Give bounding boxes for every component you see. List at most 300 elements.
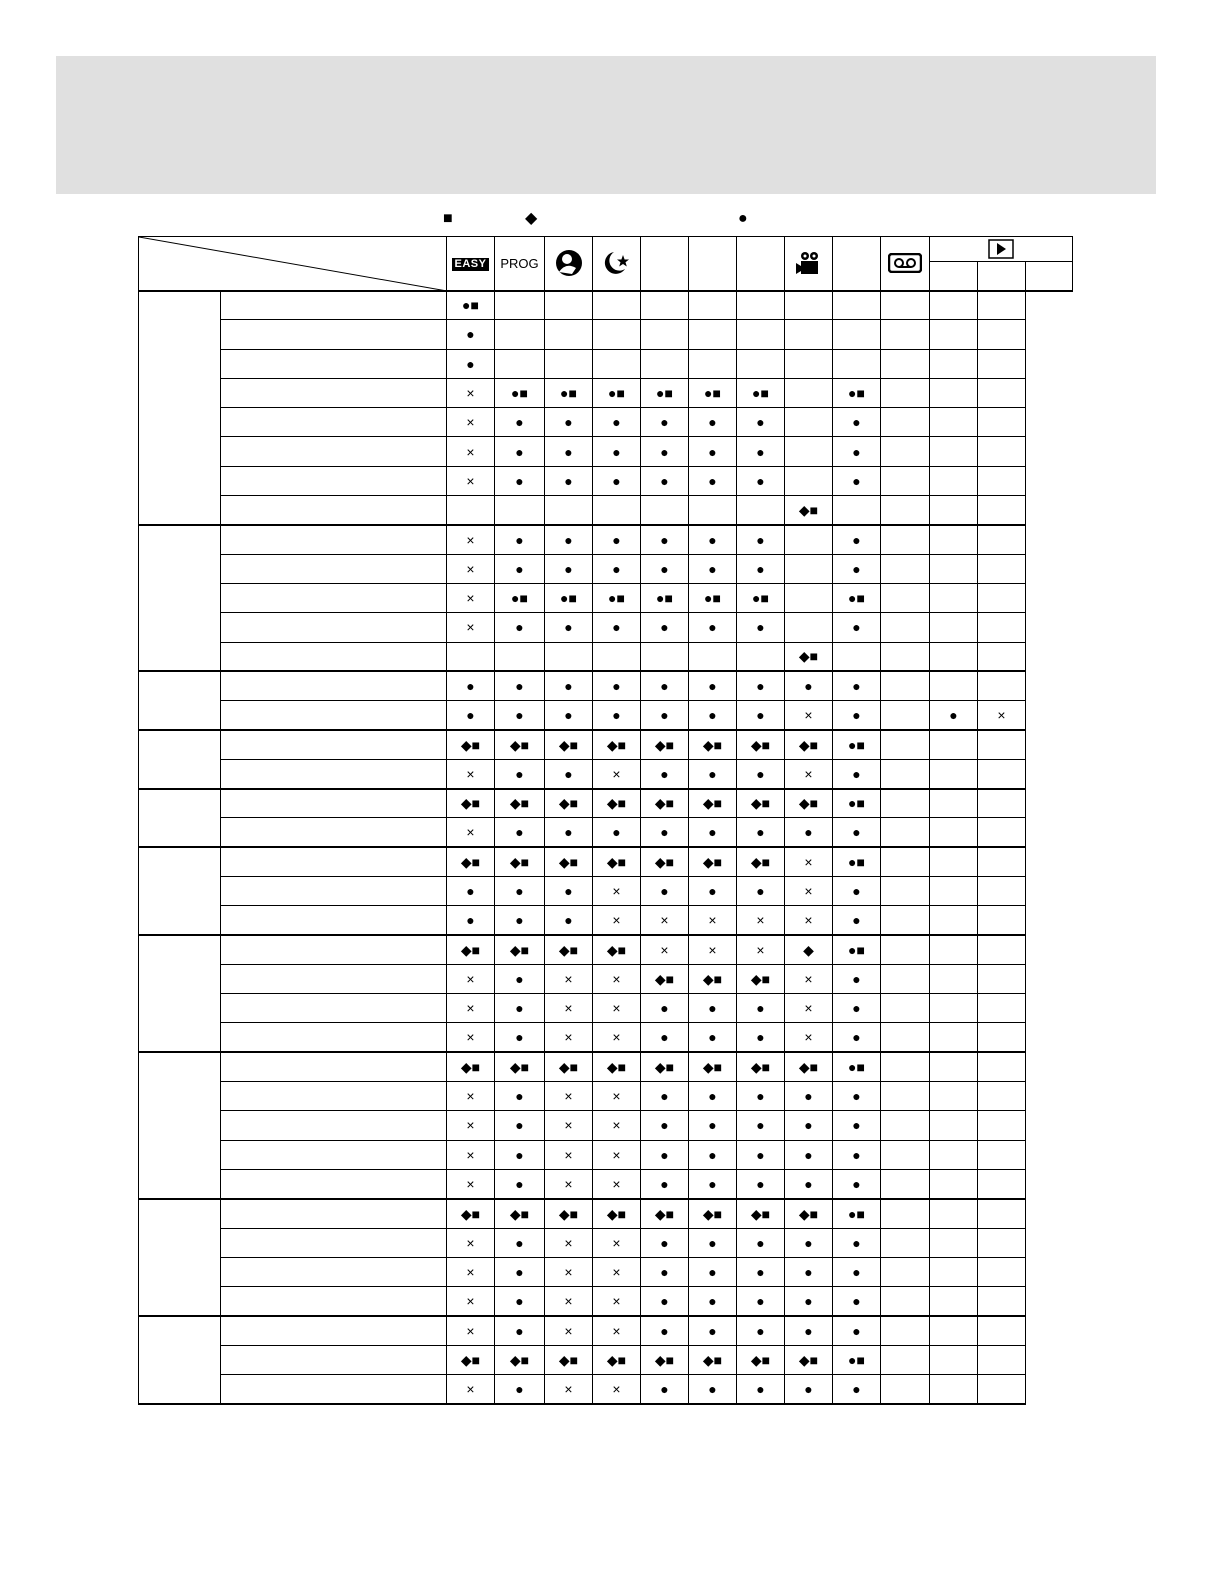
mark-cell xyxy=(930,1374,978,1403)
mark-cell xyxy=(881,1023,930,1052)
mark-cell: × xyxy=(593,1257,641,1286)
mark-cell xyxy=(881,671,930,700)
mark-cell xyxy=(593,496,641,525)
mark-cell: ● xyxy=(833,876,881,905)
mark-cell: × xyxy=(545,1228,593,1257)
mark-cell: × xyxy=(785,759,833,788)
mark-cell xyxy=(930,1140,978,1169)
mark-cell: × xyxy=(447,994,495,1023)
mark-cell: ● xyxy=(737,1023,785,1052)
mark-cell: ● xyxy=(495,1023,545,1052)
mark-cell: × xyxy=(545,1316,593,1345)
mark-cell: ◆■ xyxy=(641,847,689,876)
mark-cell: ● xyxy=(495,759,545,788)
mark-cell xyxy=(785,408,833,437)
mark-cell xyxy=(881,1052,930,1081)
mark-cell xyxy=(689,642,737,671)
mark-cell xyxy=(737,642,785,671)
mark-cell: ● xyxy=(641,1111,689,1140)
mark-cell xyxy=(495,642,545,671)
mark-cell xyxy=(881,1169,930,1198)
group-label-cell xyxy=(139,525,221,671)
table-row xyxy=(139,964,1073,993)
mark-cell: ● xyxy=(593,408,641,437)
function-label-cell xyxy=(221,525,447,554)
table-row xyxy=(139,320,1073,349)
function-label-cell xyxy=(221,642,447,671)
mark-cell: × xyxy=(447,466,495,495)
mark-cell xyxy=(930,642,978,671)
mark-cell xyxy=(978,525,1026,554)
mark-cell: × xyxy=(447,525,495,554)
mark-cell: × xyxy=(545,1169,593,1198)
mark-cell: ◆■ xyxy=(593,730,641,759)
mark-cell: × xyxy=(545,1111,593,1140)
mark-cell xyxy=(593,642,641,671)
mark-cell: ● xyxy=(833,671,881,700)
mark-cell: ● xyxy=(641,1228,689,1257)
mark-cell xyxy=(930,525,978,554)
mark-cell: ◆■ xyxy=(593,1199,641,1228)
mark-cell: ● xyxy=(833,818,881,847)
mark-cell xyxy=(545,642,593,671)
group-label-cell xyxy=(139,847,221,935)
mark-cell: × xyxy=(641,906,689,935)
mark-cell xyxy=(641,642,689,671)
mark-cell xyxy=(930,1052,978,1081)
table-row xyxy=(139,1082,1073,1111)
function-label-cell xyxy=(221,876,447,905)
mark-cell: ◆■ xyxy=(447,730,495,759)
mark-cell: ●■ xyxy=(593,378,641,407)
mark-cell xyxy=(833,320,881,349)
mark-cell: ● xyxy=(545,876,593,905)
mark-cell: ●■ xyxy=(833,1052,881,1081)
mark-cell: ● xyxy=(641,1082,689,1111)
mark-cell xyxy=(978,994,1026,1023)
mark-cell: ● xyxy=(495,1228,545,1257)
group-label-cell xyxy=(139,789,221,848)
corner-header-cell xyxy=(139,237,447,291)
mark-cell: ● xyxy=(545,554,593,583)
mark-cell: ●■ xyxy=(833,583,881,612)
function-label-cell xyxy=(221,437,447,466)
mark-cell: ● xyxy=(495,1082,545,1111)
col-header-9 xyxy=(833,237,881,291)
mark-cell: ◆■ xyxy=(545,1199,593,1228)
mark-cell xyxy=(930,408,978,437)
mark-cell: ● xyxy=(545,701,593,730)
mark-cell: ● xyxy=(689,525,737,554)
mark-cell xyxy=(833,642,881,671)
mark-cell xyxy=(881,1082,930,1111)
table-row xyxy=(139,613,1073,642)
mark-cell: ● xyxy=(833,437,881,466)
function-label-cell xyxy=(221,964,447,993)
col-header-easy xyxy=(447,237,495,291)
mark-cell xyxy=(930,1228,978,1257)
mark-cell: × xyxy=(545,1140,593,1169)
mark-cell: ● xyxy=(641,818,689,847)
mark-cell: ● xyxy=(737,1257,785,1286)
mark-cell xyxy=(978,349,1026,378)
function-label-cell xyxy=(221,701,447,730)
table-row xyxy=(139,1199,1073,1228)
table-row xyxy=(139,876,1073,905)
mark-cell xyxy=(881,1287,930,1316)
mark-cell xyxy=(930,1287,978,1316)
mark-cell: ● xyxy=(447,349,495,378)
mark-cell xyxy=(881,408,930,437)
mark-cell: ● xyxy=(495,994,545,1023)
mark-cell: ● xyxy=(833,1316,881,1345)
table-row xyxy=(139,1169,1073,1198)
mark-cell: ◆■ xyxy=(641,730,689,759)
mark-cell xyxy=(881,496,930,525)
mark-cell: ◆■ xyxy=(737,1345,785,1374)
col-header-7 xyxy=(737,237,785,291)
mark-cell: ● xyxy=(689,1169,737,1198)
mark-cell: ● xyxy=(737,554,785,583)
mark-cell: ● xyxy=(593,554,641,583)
mark-cell: ● xyxy=(641,1374,689,1403)
mark-cell: ◆■ xyxy=(641,1052,689,1081)
mark-cell: ● xyxy=(785,1082,833,1111)
mark-cell: ● xyxy=(737,701,785,730)
col-header-playback xyxy=(930,237,1073,262)
mark-cell xyxy=(930,759,978,788)
mark-cell: ● xyxy=(737,1316,785,1345)
col-header-voice xyxy=(881,237,930,291)
mark-cell xyxy=(881,378,930,407)
mark-cell xyxy=(978,1052,1026,1081)
mark-cell: ◆■ xyxy=(545,730,593,759)
mark-cell: ● xyxy=(495,408,545,437)
mark-cell: ● xyxy=(495,554,545,583)
group-label-cell xyxy=(139,730,221,789)
mark-cell xyxy=(881,1228,930,1257)
col-header-playback-1 xyxy=(930,262,978,291)
table-row xyxy=(139,525,1073,554)
mark-cell: ◆■ xyxy=(785,730,833,759)
table-row xyxy=(139,759,1073,788)
easy-icon: EASY xyxy=(452,258,490,271)
mark-cell xyxy=(881,994,930,1023)
table-row xyxy=(139,437,1073,466)
mark-cell xyxy=(930,1023,978,1052)
mark-cell: ● xyxy=(833,1287,881,1316)
mark-cell xyxy=(881,1199,930,1228)
mark-cell xyxy=(930,847,978,876)
mark-cell xyxy=(785,613,833,642)
mark-cell: ● xyxy=(641,759,689,788)
mark-cell: × xyxy=(447,554,495,583)
diagonal-divider xyxy=(139,237,447,291)
mark-cell: ◆■ xyxy=(737,847,785,876)
mark-cell xyxy=(930,818,978,847)
mark-cell xyxy=(689,320,737,349)
mark-cell xyxy=(930,671,978,700)
function-label-cell xyxy=(221,1199,447,1228)
mark-cell: × xyxy=(447,1023,495,1052)
mark-cell xyxy=(881,613,930,642)
mark-cell xyxy=(978,1199,1026,1228)
group-label-cell xyxy=(139,291,221,525)
mark-cell: × xyxy=(978,701,1026,730)
mark-cell: ◆■ xyxy=(737,1052,785,1081)
mark-cell: ● xyxy=(495,1169,545,1198)
mark-cell xyxy=(833,291,881,320)
table-row xyxy=(139,583,1073,612)
mark-cell: × xyxy=(737,906,785,935)
mark-cell xyxy=(978,1140,1026,1169)
mark-cell xyxy=(447,642,495,671)
mark-cell: × xyxy=(447,437,495,466)
mark-cell xyxy=(930,994,978,1023)
mark-cell: ◆■ xyxy=(495,789,545,818)
mark-cell: × xyxy=(593,1287,641,1316)
table-row xyxy=(139,847,1073,876)
mark-cell: ● xyxy=(833,1257,881,1286)
mark-cell: ● xyxy=(689,759,737,788)
mark-cell xyxy=(978,789,1026,818)
mark-cell: ● xyxy=(737,1140,785,1169)
mark-cell: × xyxy=(447,964,495,993)
function-label-cell xyxy=(221,671,447,700)
mark-cell: × xyxy=(593,876,641,905)
mark-cell: ● xyxy=(495,525,545,554)
mark-cell: ● xyxy=(495,701,545,730)
function-label-cell xyxy=(221,349,447,378)
mark-cell: ◆■ xyxy=(737,964,785,993)
mark-cell xyxy=(545,349,593,378)
mark-cell: × xyxy=(545,964,593,993)
mark-cell xyxy=(978,466,1026,495)
mark-cell: ● xyxy=(689,1140,737,1169)
mark-cell: × xyxy=(785,1023,833,1052)
mark-cell: ◆■ xyxy=(689,1052,737,1081)
function-label-cell xyxy=(221,1023,447,1052)
mark-cell xyxy=(833,496,881,525)
mark-cell: ●■ xyxy=(641,378,689,407)
mark-cell: ● xyxy=(447,320,495,349)
mode-function-table xyxy=(138,236,1073,1405)
mark-cell xyxy=(495,320,545,349)
movie-camera-icon xyxy=(795,250,823,276)
mark-cell: ● xyxy=(495,906,545,935)
mark-cell: ● xyxy=(641,1023,689,1052)
mark-cell xyxy=(930,1082,978,1111)
mark-cell xyxy=(930,437,978,466)
table-row xyxy=(139,1052,1073,1081)
portrait-icon xyxy=(554,248,584,278)
mark-cell xyxy=(737,291,785,320)
mark-cell: ●■ xyxy=(833,789,881,818)
function-label-cell xyxy=(221,496,447,525)
mark-cell: ◆■ xyxy=(447,1052,495,1081)
table-row xyxy=(139,1287,1073,1316)
mark-cell: ● xyxy=(495,613,545,642)
mark-cell: × xyxy=(545,1023,593,1052)
mark-cell: × xyxy=(447,1287,495,1316)
col-header-night xyxy=(593,237,641,291)
mark-cell: × xyxy=(593,1374,641,1403)
mark-cell: ● xyxy=(785,1169,833,1198)
mark-cell: ● xyxy=(737,1169,785,1198)
function-label-cell xyxy=(221,320,447,349)
mark-cell: ● xyxy=(545,671,593,700)
mark-cell: ● xyxy=(833,1023,881,1052)
mark-cell: × xyxy=(689,935,737,964)
mark-cell xyxy=(833,349,881,378)
mark-cell: ● xyxy=(545,759,593,788)
mark-cell: ● xyxy=(737,466,785,495)
mark-cell xyxy=(881,964,930,993)
mark-cell: ● xyxy=(689,701,737,730)
mark-cell xyxy=(978,1345,1026,1374)
table-row xyxy=(139,466,1073,495)
legend-square-icon: ■ xyxy=(443,210,453,227)
mark-cell: ● xyxy=(689,1023,737,1052)
mark-cell xyxy=(930,320,978,349)
mark-cell: ● xyxy=(593,671,641,700)
mark-cell xyxy=(881,525,930,554)
mark-cell: × xyxy=(447,1111,495,1140)
mark-cell xyxy=(785,320,833,349)
function-label-cell xyxy=(221,466,447,495)
mark-cell: × xyxy=(545,1257,593,1286)
mark-cell xyxy=(881,320,930,349)
mark-cell: ● xyxy=(689,1374,737,1403)
mark-cell: ● xyxy=(689,671,737,700)
col-header-prog xyxy=(495,237,545,291)
function-label-cell xyxy=(221,759,447,788)
table-row xyxy=(139,378,1073,407)
mark-cell: ● xyxy=(689,1228,737,1257)
mark-cell: ● xyxy=(833,1111,881,1140)
mark-cell: ● xyxy=(833,994,881,1023)
mark-cell: ● xyxy=(495,671,545,700)
mark-cell: × xyxy=(447,1140,495,1169)
mark-cell xyxy=(930,496,978,525)
function-label-cell xyxy=(221,583,447,612)
mark-cell: ● xyxy=(495,1140,545,1169)
mark-cell xyxy=(785,378,833,407)
function-label-cell xyxy=(221,847,447,876)
table-row xyxy=(139,408,1073,437)
table-row xyxy=(139,1374,1073,1403)
night-scene-icon xyxy=(602,249,632,277)
header-band xyxy=(56,56,1156,194)
mark-cell xyxy=(785,554,833,583)
mark-cell: ◆■ xyxy=(545,789,593,818)
mark-cell: ◆■ xyxy=(689,789,737,818)
table-row xyxy=(139,496,1073,525)
mark-cell xyxy=(930,876,978,905)
mark-cell xyxy=(785,525,833,554)
mark-cell: ● xyxy=(495,1287,545,1316)
mark-cell: ● xyxy=(641,466,689,495)
mark-cell xyxy=(978,320,1026,349)
col-header-portrait xyxy=(545,237,593,291)
mark-cell xyxy=(978,818,1026,847)
mark-cell xyxy=(881,935,930,964)
mark-cell xyxy=(881,1374,930,1403)
mark-cell xyxy=(881,759,930,788)
mark-cell xyxy=(641,320,689,349)
function-label-cell xyxy=(221,1082,447,1111)
mark-cell xyxy=(930,583,978,612)
table-row xyxy=(139,642,1073,671)
function-label-cell xyxy=(221,1257,447,1286)
mark-cell: ● xyxy=(833,1169,881,1198)
function-label-cell xyxy=(221,1287,447,1316)
function-label-cell xyxy=(221,906,447,935)
table-row xyxy=(139,291,1073,320)
mark-cell: ◆■ xyxy=(689,730,737,759)
mark-cell xyxy=(881,1345,930,1374)
mark-cell: ● xyxy=(833,408,881,437)
mark-cell: ● xyxy=(833,1228,881,1257)
mark-cell: ◆■ xyxy=(641,789,689,818)
col-header-6 xyxy=(689,237,737,291)
mark-cell xyxy=(495,349,545,378)
mark-cell xyxy=(689,496,737,525)
mark-cell: ◆■ xyxy=(641,1345,689,1374)
mark-cell: ◆■ xyxy=(447,847,495,876)
mark-cell: ● xyxy=(495,1257,545,1286)
mark-cell: ◆■ xyxy=(737,789,785,818)
mark-cell xyxy=(495,496,545,525)
mark-cell xyxy=(930,964,978,993)
mark-cell xyxy=(978,583,1026,612)
function-label-cell xyxy=(221,789,447,818)
mark-cell: × xyxy=(447,1257,495,1286)
mark-cell: ◆■ xyxy=(785,496,833,525)
mark-cell: × xyxy=(737,935,785,964)
mark-cell: ● xyxy=(641,1140,689,1169)
table-row xyxy=(139,554,1073,583)
mark-cell xyxy=(881,291,930,320)
mark-cell xyxy=(641,349,689,378)
mark-cell: ● xyxy=(495,818,545,847)
mark-cell xyxy=(930,1257,978,1286)
mark-cell: × xyxy=(593,994,641,1023)
table-row xyxy=(139,1228,1073,1257)
mark-cell: × xyxy=(593,906,641,935)
mark-cell xyxy=(978,847,1026,876)
mark-cell: ●■ xyxy=(641,583,689,612)
mark-cell: × xyxy=(785,906,833,935)
mark-cell: ● xyxy=(833,1082,881,1111)
mark-cell xyxy=(881,583,930,612)
table-row xyxy=(139,789,1073,818)
mark-cell: ◆ xyxy=(785,935,833,964)
table-row xyxy=(139,994,1073,1023)
mark-cell: ◆■ xyxy=(785,642,833,671)
mark-cell xyxy=(785,349,833,378)
table-row xyxy=(139,818,1073,847)
mark-cell: ● xyxy=(447,906,495,935)
mark-cell: ● xyxy=(689,818,737,847)
mark-cell: × xyxy=(447,1169,495,1198)
mark-cell: × xyxy=(447,1374,495,1403)
voice-recorder-icon xyxy=(888,253,922,273)
table-row xyxy=(139,1257,1073,1286)
mark-cell: ● xyxy=(737,613,785,642)
mark-cell xyxy=(978,1316,1026,1345)
mark-cell: ● xyxy=(785,818,833,847)
